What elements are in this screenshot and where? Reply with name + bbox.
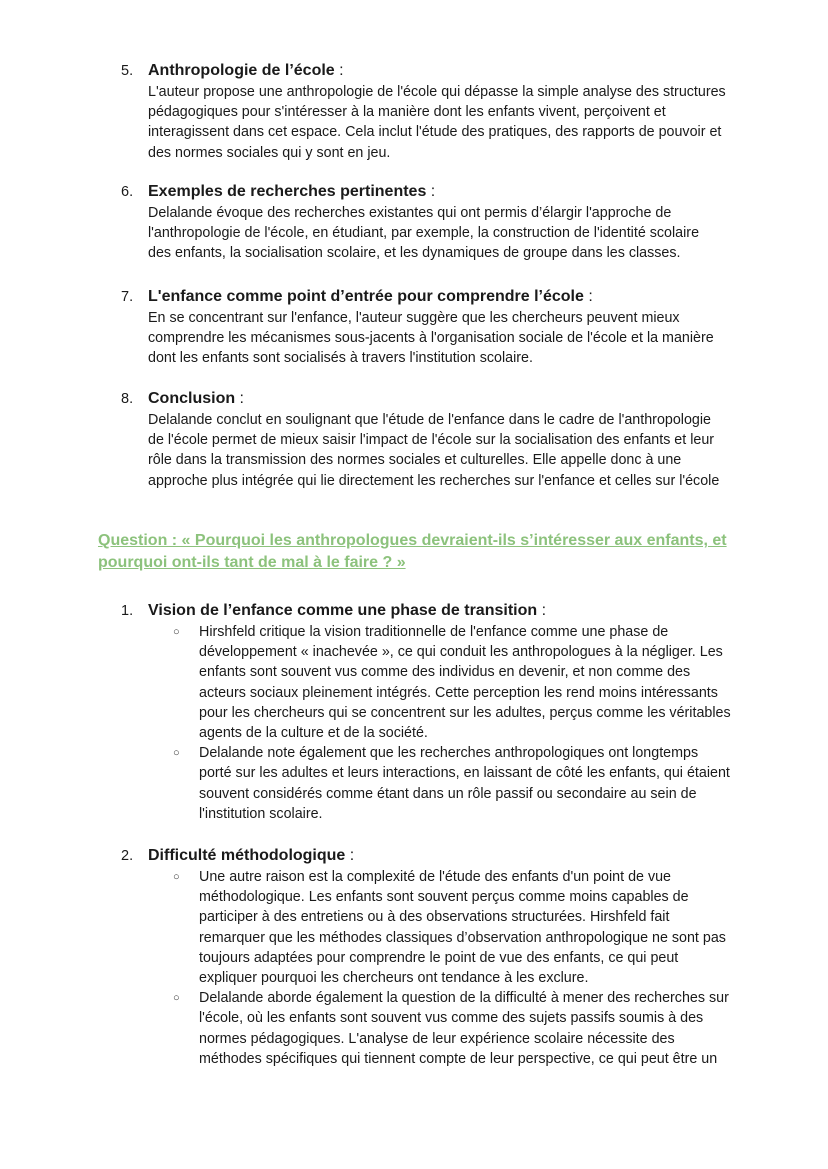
text-line: méthodes spécifiques qui tiennent compte de leur perspective, ce qui peut être un xyxy=(199,1050,718,1067)
text-line: L'auteur propose une anthropologie de l'école qui dépasse la simple analyse des structures xyxy=(148,84,726,100)
heading-text xyxy=(148,286,593,308)
text-line: dont les enfants sont socialisés à travers l'institution scolaire. xyxy=(148,350,533,367)
text-line: comprendre les mécanismes sous-jacents à l'organisation sociale de l'école et la manière xyxy=(148,330,714,347)
heading-title: Conclusion xyxy=(148,390,236,407)
section-body xyxy=(148,203,828,264)
list-section xyxy=(0,181,828,264)
text-line: porté sur les adultes et leurs interactions, en laissant de côté les enfants, qui étaient xyxy=(199,765,730,782)
text-line: l'anthropologie de l'école, en étudiant, par exemple, la construction de l'identité scolaire xyxy=(148,225,700,242)
text-line: de l'école permet de mieux saisir l'impact de l'école sur la socialisation des enfants et leur xyxy=(148,432,715,449)
heading-text xyxy=(148,60,344,82)
list-number: 2. xyxy=(121,848,134,864)
text-line: acteurs sociaux pleinement intégrés. Cette perception les rend moins intéressants xyxy=(199,684,718,701)
heading-colon: : xyxy=(537,602,547,619)
text-line: remarquer que les méthodes classiques d’observation anthropologique ne sont pas xyxy=(199,929,726,946)
heading-colon: : xyxy=(345,847,355,864)
text-line: enfants sont souvent vus comme des individus en devenir, et non comme des xyxy=(199,664,691,681)
text-line: méthodologique. Les enfants sont souvent perçus comme moins capables de xyxy=(199,889,689,906)
text-line: normes pédagogiques. L'analyse de leur expérience scolaire nécessite des xyxy=(199,1030,675,1047)
bullet-circle-icon: ○ xyxy=(173,871,180,883)
text-line: rôle dans la transmission des normes sociales et culturelles. Elle appelle donc à une xyxy=(148,452,682,469)
bullet-circle-icon: ○ xyxy=(173,992,180,1005)
section-heading xyxy=(0,388,828,410)
heading-title: Vision de l’enfance comme une phase de transition xyxy=(148,602,538,619)
text-line: Delalande note également que les recherches anthropologiques ont longtemps xyxy=(199,745,699,762)
answer-section xyxy=(0,600,828,824)
text-line: agents de la culture et de la société. xyxy=(199,725,428,742)
text-line: l'école, où les enfants sont souvent vus comme des sujets passifs soumis à des xyxy=(199,1010,704,1027)
bullet-item xyxy=(173,743,828,824)
list-number: 7. xyxy=(121,289,134,305)
bullet-circle-icon: ○ xyxy=(173,747,180,760)
question-heading xyxy=(98,530,727,574)
heading-colon: : xyxy=(235,390,244,407)
list-section xyxy=(0,388,828,491)
heading-title: L'enfance comme point d’entrée pour comprendre l’école xyxy=(148,288,584,305)
text-line: Delalande conclut en soulignant que l'étude de l'enfance dans le cadre de l'anthropologie xyxy=(148,412,712,428)
heading-colon: : xyxy=(426,183,436,200)
text-line: En se concentrant sur l'enfance, l'auteur suggère que les chercheurs peuvent mieux xyxy=(148,310,680,326)
section-heading xyxy=(0,845,828,867)
section-heading xyxy=(0,181,828,203)
list-number: 8. xyxy=(121,391,134,407)
heading-text xyxy=(148,600,546,622)
text-line: Hirshfeld critique la vision traditionnelle de l'enfance comme une phase de xyxy=(199,624,669,640)
heading-text xyxy=(148,388,244,410)
text-line: souvent considérés comme étant dans un rôle passif ou secondaire au sein de xyxy=(199,785,697,802)
heading-colon: : xyxy=(334,62,344,79)
bullet-item xyxy=(173,622,828,743)
question-line: pourquoi ont-ils tant de mal à le faire ? » xyxy=(98,554,406,571)
section-heading xyxy=(0,60,828,82)
heading-text xyxy=(148,845,354,867)
text-line: Une autre raison est la complexité de l'étude des enfants d'un point de vue xyxy=(199,869,671,885)
heading-title: Anthropologie de l’école xyxy=(148,62,335,79)
list-number: 1. xyxy=(121,603,134,619)
heading-title: Difficulté méthodologique xyxy=(148,847,346,864)
section-body xyxy=(148,82,828,163)
list-section xyxy=(0,286,828,369)
answer-section xyxy=(0,845,828,1069)
text-line: Delalande évoque des recherches existantes qui ont permis d’élargir l'approche de xyxy=(148,205,672,221)
bullet-item xyxy=(173,867,828,988)
section-heading xyxy=(0,286,828,308)
text-line: participer à des entretiens ou à des observations structurées. Hirshfeld fait xyxy=(199,909,670,926)
text-line: des normes sociales qui y sont en jeu. xyxy=(148,144,391,161)
text-line: pédagogiques pour s'intéresser à la manière dont les enfants vivent, perçoivent et xyxy=(148,104,666,121)
question-line: Question : « Pourquoi les anthropologues devraient-ils s’intéresser aux enfants, et xyxy=(98,532,727,549)
text-line: toujours adaptées pour comprendre le point de vue des enfants, ce qui peut xyxy=(199,949,679,966)
list-number: 5. xyxy=(121,63,134,79)
text-line: pour les chercheurs qui se concentrent sur les adultes, perçus comme les véritables xyxy=(199,704,731,721)
list-number: 6. xyxy=(121,184,134,200)
heading-title: Exemples de recherches pertinentes xyxy=(148,183,427,200)
text-line: développement « inachevée », ce qui conduit les anthropologues à la négliger. Les xyxy=(199,644,723,661)
section-body xyxy=(148,410,828,491)
list-section xyxy=(0,60,828,163)
section-body xyxy=(148,308,828,369)
text-line: approche plus intégrée qui lie directement les recherches sur l'enfance et celles sur l'école xyxy=(148,472,720,489)
text-line: interagissent dans cet espace. Cela inclut l'étude des pratiques, des rapports de pouvoir et xyxy=(148,124,722,141)
text-line: des enfants, la socialisation scolaire, et les dynamiques de groupe dans les classes. xyxy=(148,245,681,262)
text-line: expliquer pourquoi les chercheurs ont tendance à les exclure. xyxy=(199,970,589,987)
text-line: l'institution scolaire. xyxy=(199,805,323,822)
heading-colon: : xyxy=(583,288,593,305)
bullet-item xyxy=(173,988,828,1069)
heading-text xyxy=(148,181,435,203)
section-heading xyxy=(0,600,828,622)
text-line: Delalande aborde également la question de la difficulté à mener des recherches sur xyxy=(199,990,729,1007)
bullet-circle-icon: ○ xyxy=(173,626,180,638)
